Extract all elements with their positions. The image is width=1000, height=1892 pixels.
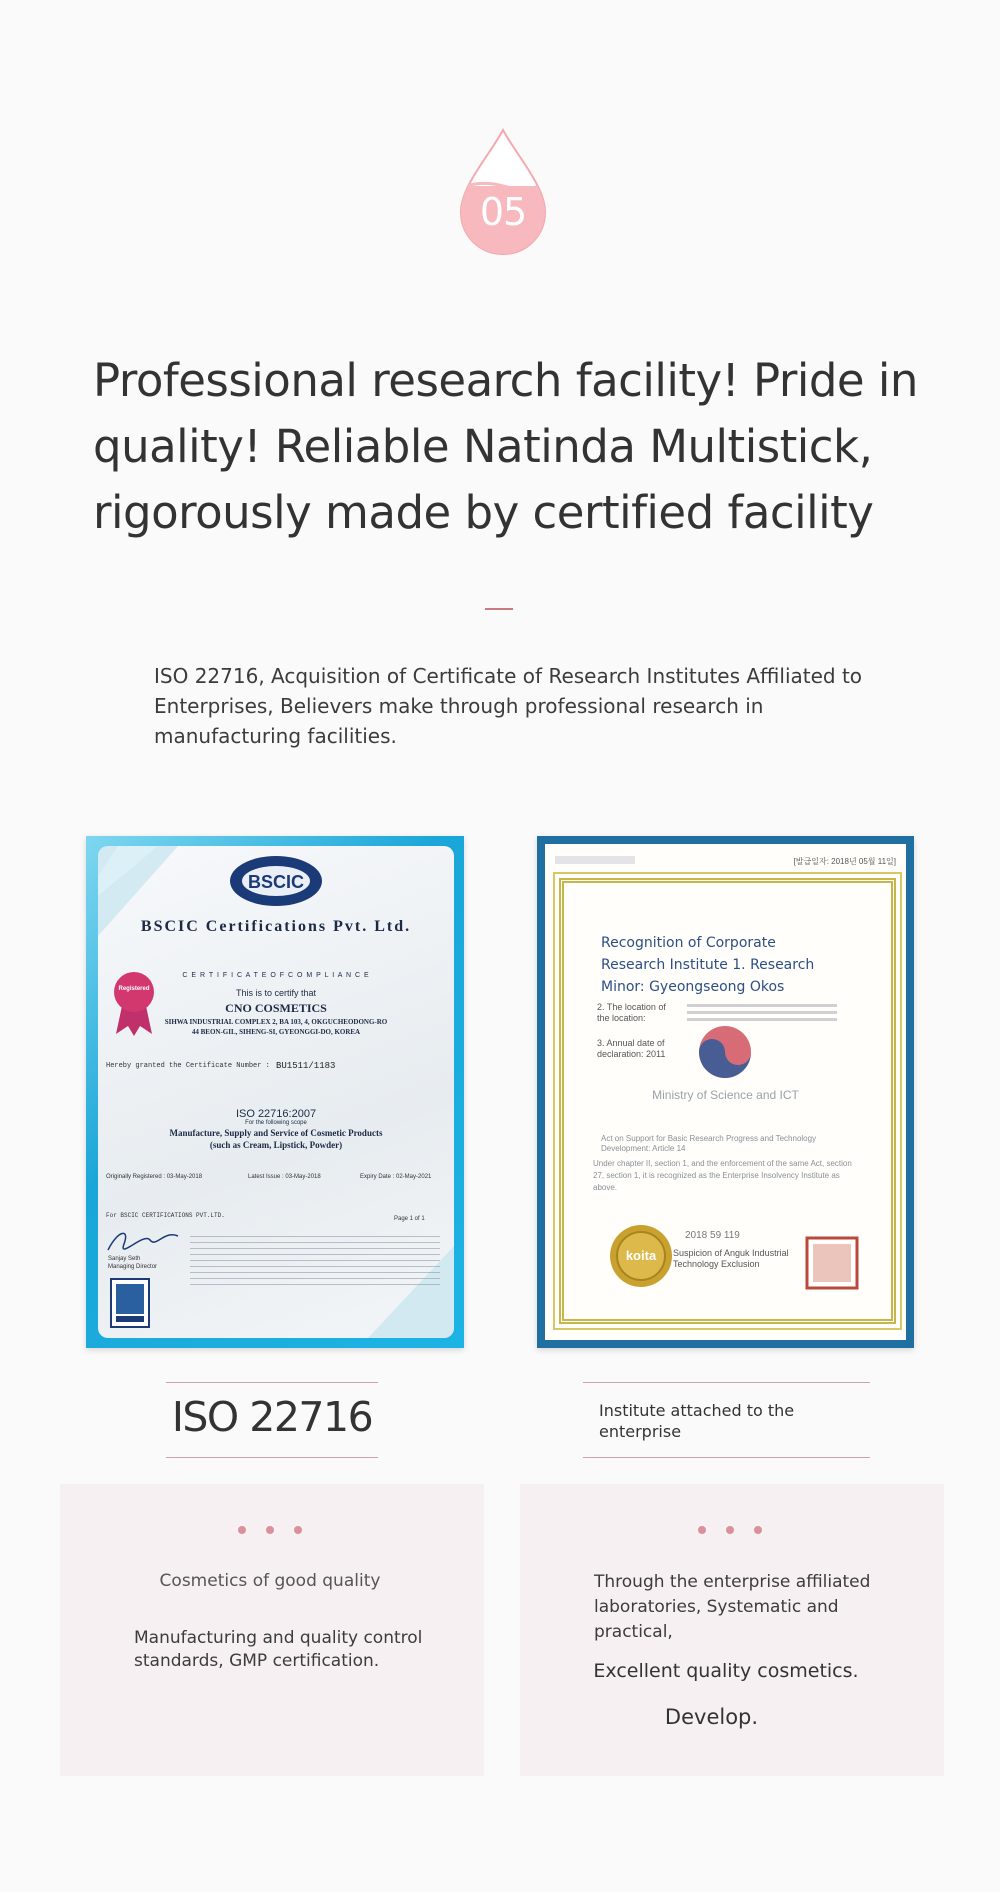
caption-top-line [166,1382,378,1383]
card-text: Manufacturing and quality control standards, GMP certification. [134,1628,423,1671]
caption-bottom-line [583,1457,870,1458]
cert-location-value [687,1004,837,1022]
divider [485,608,513,610]
cert-signer-title: Managing Director [108,1264,158,1270]
caption-bottom-line [166,1457,378,1458]
cert-company: CNO COSMETICS [225,1001,327,1015]
cert-address-1: SIHWA INDUSTRIAL COMPLEX 2, BA 103, 4, OKGUCHEODONG-RO [164,1018,388,1026]
cert-address-2: 44 BEON-GIL, SIHENG-SI, GYEONGGI-DO, KOREA [191,1028,361,1036]
cert-ministry: Ministry of Science and ICT [652,1088,799,1102]
cert-date-label: 3. Annual date of declaration: 2011 [597,1038,666,1059]
official-stamp-icon [805,1236,859,1290]
cert-registered-date: Originally Registered : 03-May-2018 [106,1174,203,1180]
cert-fine-print [190,1236,440,1286]
card-highlight: Develop. [664,1705,759,1729]
card-highlight: Excellent quality cosmetics. [593,1660,859,1682]
page-title: Professional research facility! Pride in quality! Reliable Natinda Multistick, rigorously made by certified facility [93,354,918,539]
caption-top-line [583,1382,870,1383]
cert-for-line: For BSCIC CERTIFICATIONS PVT.LTD. [106,1212,225,1219]
bscic-crest-icon [110,1278,150,1328]
cert-body-text: Under chapter II, section 1, and the enforcement of the same Act, section 27, section 1, it is recognized as the Enterprise Insolvency Institute as above. [593,1159,852,1192]
cert-certify-line: This is to certify that [235,988,317,998]
dots-ornament [238,1526,302,1534]
cert-heading: C E R T I F I C A T E O F C O M P L I A N C E [182,972,370,979]
caption-iso: ISO 22716 [171,1393,373,1441]
certificate-paper [98,846,454,1338]
iso-certificate-image [86,836,464,1348]
seal-label: Registered [118,986,150,992]
cert-scope-2: (such as Cream, Lipstick, Powder) [209,1140,343,1150]
cert-scope-label: For the following scope [245,1120,307,1126]
cert-org-name: BSCIC Certifications Pvt. Ltd. [140,918,412,935]
cert-latest-issue: Latest Issue : 03-May-2018 [248,1174,321,1180]
cert-act: Act on Support for Basic Research Progress and Technology Development: Article 14 [601,1134,817,1153]
signature-icon [104,1222,184,1256]
cert-number: 2018 59 119 [685,1230,740,1241]
korea-emblem-icon [697,1024,753,1080]
section-number: 05 [479,190,527,234]
cert-blurred-id [555,856,635,864]
cert-signer: Suspicion of Anguk Industrial Technology Exclusion [673,1248,789,1269]
koita-seal-label: koita [625,1248,657,1263]
cert-location-label: 2. The location of the location: [597,1002,666,1023]
cert-expiry: Expiry Date : 02-May-2021 [360,1174,432,1180]
registered-seal-icon [112,970,156,1036]
dots-ornament [698,1526,762,1534]
cert-signer: Sanjay Seth [108,1256,141,1262]
caption-institute: Institute attached to the enterprise [599,1401,795,1441]
institute-certificate-image [537,836,914,1348]
cert-date-stamp: [발급일자: 2018년 05월 11일] [793,857,896,866]
bscic-logo-text: BSCIC [247,872,304,892]
cert-standard: ISO 22716:2007 [235,1108,317,1120]
cert-number: BU1511/1183 [276,1061,336,1071]
intro-paragraph: ISO 22716, Acquisition of Certificate of Research Institutes Affiliated to Enterprises, Believers make through professional research in manufacturing facilities. [154,664,863,748]
card-text: Through the enterprise affiliated laboratories, Systematic and practical, [594,1572,871,1642]
cert-scope-1: Manufacture, Supply and Service of Cosmetic Products [169,1128,383,1138]
certificate-paper [545,844,906,1340]
cert-page: Page 1 of 1 [394,1216,425,1222]
cert-title: Recognition of Corporate Research Institute 1. Research Minor: Gyeongseong Okos [601,935,815,995]
cert-number-label: Hereby granted the Certificate Number : [106,1062,270,1070]
card-title: Cosmetics of good quality [159,1571,381,1591]
